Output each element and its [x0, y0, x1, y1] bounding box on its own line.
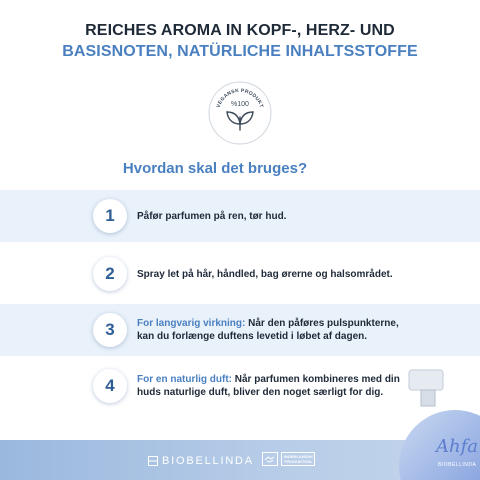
step-body-4: Når parfumen kombineres med din huds naturlige duft, bliver den noget særligt for dig. — [137, 374, 400, 398]
handshake-icon — [262, 452, 278, 466]
step-number-3: 3 — [93, 313, 127, 347]
step-row-2 — [0, 248, 480, 300]
badge-arc-text: VEGANSK PRODUKT — [215, 87, 265, 109]
usage-question: Hvordan skal det bruges? — [122, 160, 308, 177]
brand-name: BIOBELLINDA — [162, 455, 254, 467]
bottle-label: Ahfa — [436, 436, 478, 457]
step-body-2: Spray let på hår, håndled, bag ørerne og halsområdet. — [137, 268, 393, 280]
badge-percent: %100 — [231, 101, 249, 108]
step-text-4 — [137, 373, 407, 399]
step-text-1 — [137, 210, 407, 223]
step-body-1: Påfør parfumen på ren, tør hud. — [137, 210, 287, 222]
step-row-3 — [0, 304, 480, 356]
headline-line-2: BASISNOTEN, NATÜRLICHE INHALTSSTOFFE — [62, 43, 418, 60]
step-number-4: 4 — [93, 369, 127, 403]
step-text-2 — [137, 268, 407, 281]
production-label: INDENLANDSK PRODUKTION — [281, 452, 315, 466]
leaf-icon — [227, 112, 253, 130]
step-highlight-4: For en naturlig duft: — [137, 374, 232, 385]
vegan-product-badge — [207, 80, 273, 146]
step-number-1: 1 — [93, 199, 127, 233]
step-highlight-3: For langvarig virkning: — [137, 318, 246, 329]
brand-logo — [148, 455, 254, 467]
step-row-1 — [0, 190, 480, 242]
domestic-production-logo — [262, 452, 315, 466]
step-body-3: Når den påføres pulspunkterne, kan du forlænge duftens levetid i løbet af dagen. — [137, 318, 399, 342]
headline-line-1: REICHES AROMA IN KOPF-, HERZ- UND — [85, 22, 395, 39]
brand-mark-icon — [148, 456, 158, 466]
step-number-2: 2 — [93, 257, 127, 291]
headline — [0, 22, 480, 61]
bottle-brand: BIOBELLINDA — [438, 462, 477, 468]
step-text-3 — [137, 317, 407, 343]
